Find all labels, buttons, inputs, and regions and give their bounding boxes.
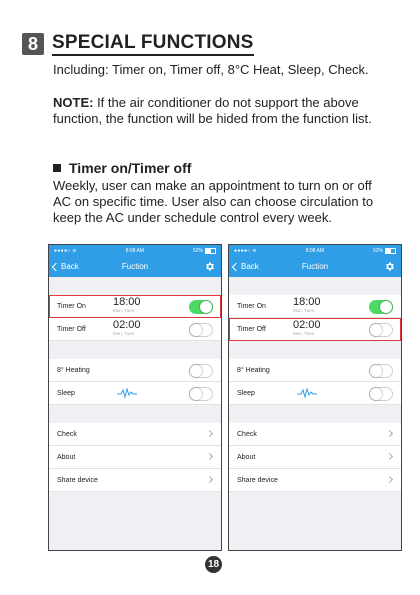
battery-percent: 52% <box>372 247 383 254</box>
timer-off-label: Timer Off <box>237 325 266 333</box>
phone-screenshot-left <box>48 244 222 551</box>
battery-status <box>373 248 396 254</box>
timer-off-row[interactable] <box>229 318 401 341</box>
about-row[interactable] <box>49 446 221 469</box>
battery-status <box>193 248 216 254</box>
phone-screenshot-right <box>228 244 402 551</box>
heating-label: 8° Heating <box>57 366 90 374</box>
back-button[interactable] <box>53 262 79 271</box>
sleep-label: Sleep <box>237 389 255 397</box>
chevron-left-icon <box>52 262 60 270</box>
status-bar <box>49 245 221 256</box>
heating-label: 8° Heating <box>237 366 270 374</box>
intro-text: Including: Timer on, Timer off, 8°C Heat, Sleep, Check. <box>53 62 369 77</box>
signal-indicator: ●●●●○ ≋ <box>54 247 77 254</box>
sleep-label: Sleep <box>57 389 75 397</box>
about-label: About <box>237 453 256 461</box>
back-label: Back <box>241 262 259 271</box>
section-number: 8 <box>22 33 44 55</box>
sleep-row[interactable] <box>229 382 401 405</box>
sleep-curve-icon <box>297 387 317 399</box>
check-label: Check <box>57 430 77 438</box>
timer-on-days: Mon, Tues <box>113 308 135 313</box>
chevron-right-icon <box>206 430 213 437</box>
check-row[interactable] <box>229 423 401 446</box>
share-device-label: Share device <box>237 476 278 484</box>
chevron-right-icon <box>206 476 213 483</box>
back-label: Back <box>61 262 79 271</box>
back-button[interactable] <box>233 262 259 271</box>
timer-off-toggle[interactable] <box>189 323 213 337</box>
timer-on-days: Mon, Tues <box>293 308 315 313</box>
subsection-heading <box>53 160 191 176</box>
heating-toggle[interactable] <box>369 364 393 378</box>
gear-icon[interactable] <box>384 261 395 272</box>
note-paragraph <box>53 95 389 127</box>
sleep-toggle[interactable] <box>189 387 213 401</box>
timer-off-row[interactable] <box>49 318 221 341</box>
function-list <box>229 277 401 550</box>
timer-on-time: 18:00 <box>113 296 141 308</box>
note-label: NOTE: <box>53 95 94 110</box>
note-text: If the air conditioner do not support the above function, the function will be hided from the function list. <box>53 95 372 126</box>
timer-off-time-block <box>113 320 141 337</box>
about-row[interactable] <box>229 446 401 469</box>
gear-icon[interactable] <box>204 261 215 272</box>
function-list <box>49 277 221 550</box>
heating-row[interactable] <box>49 359 221 382</box>
timer-off-toggle[interactable] <box>369 323 393 337</box>
section-title: SPECIAL FUNCTIONS <box>52 33 254 56</box>
subsection-text: Weekly, user can make an appointment to turn on or off AC on specific time. User also can choose circulation to keep the AC under schedule control every week. <box>53 178 374 225</box>
timer-on-row[interactable] <box>229 295 401 318</box>
timer-on-toggle[interactable] <box>369 300 393 314</box>
timer-off-time: 02:00 <box>113 319 141 331</box>
timer-on-label: Timer On <box>237 302 266 310</box>
about-label: About <box>57 453 76 461</box>
nav-title: Fuction <box>301 262 329 271</box>
status-time: 8:08 AM <box>305 247 325 254</box>
sleep-curve-icon <box>117 387 137 399</box>
timer-on-label: Timer On <box>57 302 86 310</box>
timer-on-row[interactable] <box>49 295 221 318</box>
nav-bar <box>229 256 401 277</box>
status-bar <box>229 245 401 256</box>
battery-percent: 52% <box>192 247 203 254</box>
timer-on-time-block <box>293 297 321 314</box>
timer-off-time-block <box>293 320 321 337</box>
chevron-right-icon <box>386 453 393 460</box>
battery-icon <box>385 248 396 254</box>
sleep-toggle[interactable] <box>369 387 393 401</box>
heating-toggle[interactable] <box>189 364 213 378</box>
share-device-row[interactable] <box>49 469 221 492</box>
section-header <box>22 32 254 56</box>
timer-on-time-block <box>113 297 141 314</box>
signal-indicator: ●●●●○ ≋ <box>234 247 257 254</box>
sleep-row[interactable] <box>49 382 221 405</box>
page-number: 18 <box>205 556 222 573</box>
battery-icon <box>205 248 216 254</box>
chevron-right-icon <box>206 453 213 460</box>
chevron-right-icon <box>386 476 393 483</box>
check-row[interactable] <box>49 423 221 446</box>
square-bullet-icon <box>53 164 61 172</box>
nav-title: Fuction <box>121 262 149 271</box>
nav-bar <box>49 256 221 277</box>
timer-off-label: Timer Off <box>57 325 86 333</box>
timer-on-toggle[interactable] <box>189 300 213 314</box>
share-device-label: Share device <box>57 476 98 484</box>
chevron-right-icon <box>386 430 393 437</box>
chevron-left-icon <box>232 262 240 270</box>
heating-row[interactable] <box>229 359 401 382</box>
timer-off-time: 02:00 <box>293 319 321 331</box>
status-time: 8:08 AM <box>125 247 145 254</box>
timer-off-days: Mon, Tues <box>293 331 315 336</box>
timer-off-days: Mon, Tues <box>113 331 135 336</box>
check-label: Check <box>237 430 257 438</box>
share-device-row[interactable] <box>229 469 401 492</box>
subsection-title: Timer on/Timer off <box>69 160 192 176</box>
timer-on-time: 18:00 <box>293 296 321 308</box>
